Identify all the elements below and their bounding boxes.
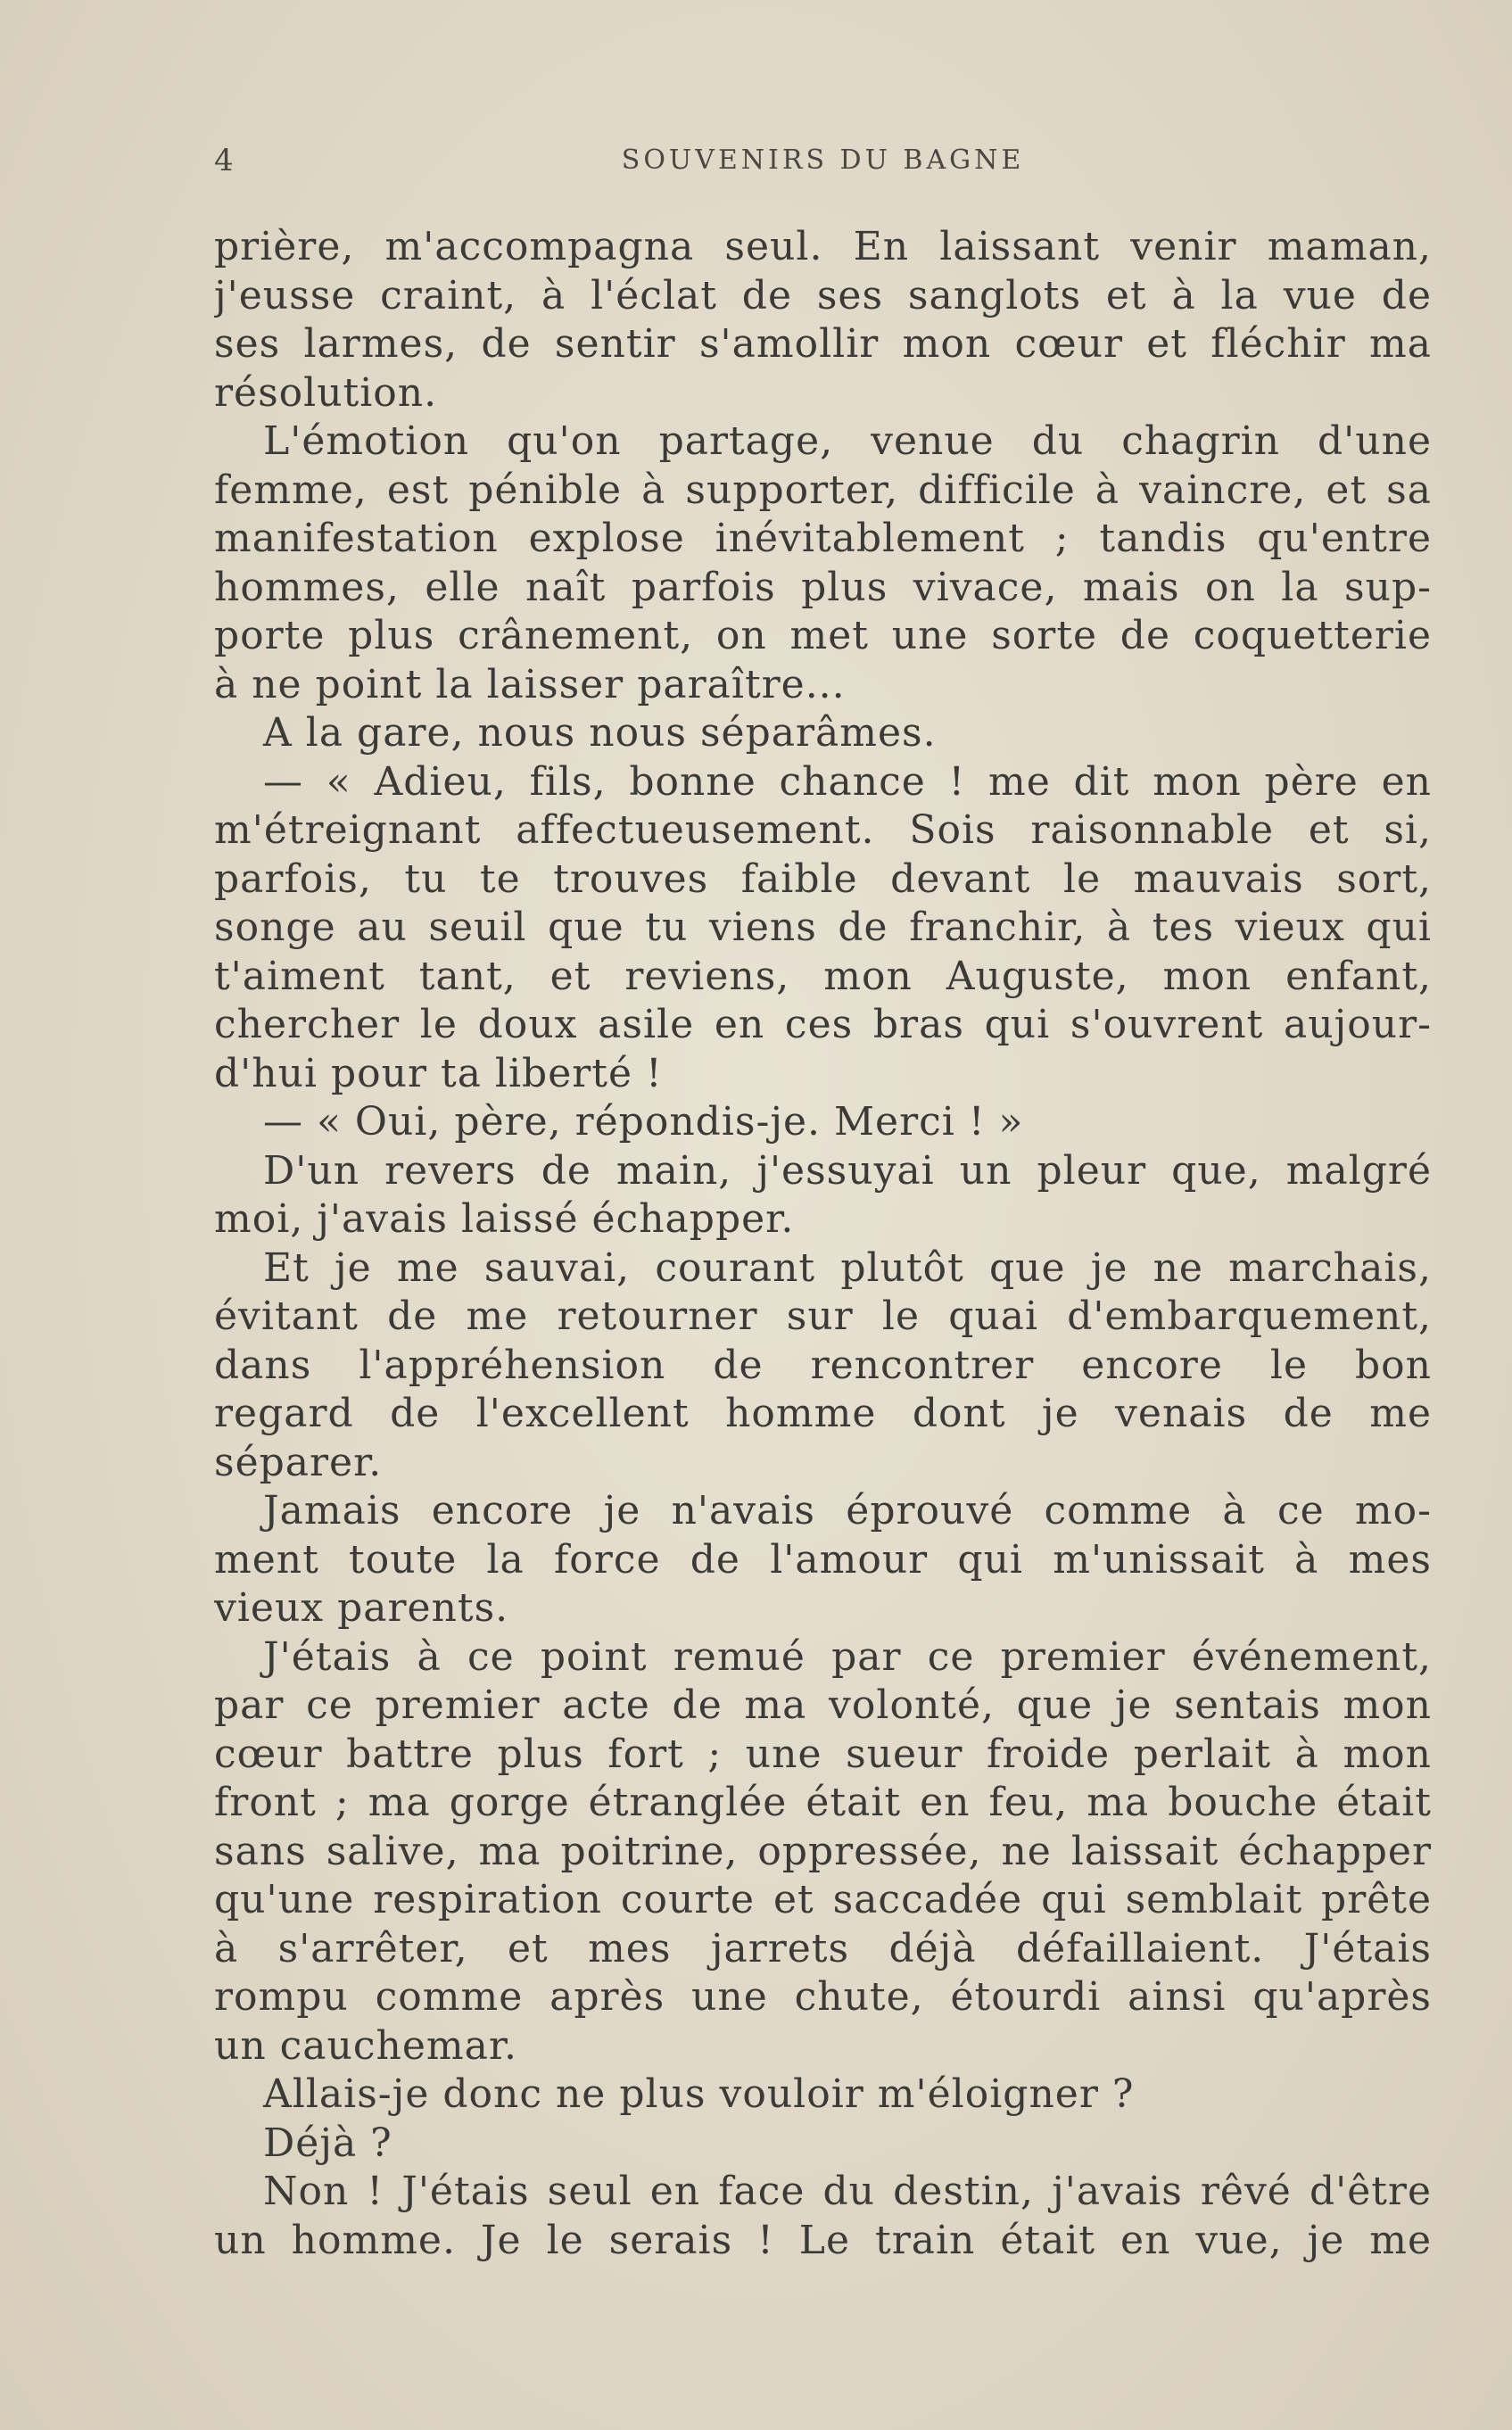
text-line: regard de l'excellent homme dont je venais de me (214, 1391, 1432, 1436)
text-line: cœur battre plus fort ; une sueur froide perlait à mon (214, 1731, 1432, 1777)
text-line: songe au seuil que tu viens de franchir, à tes vieux qui (214, 905, 1432, 950)
text-line: à s'arrêter, et mes jarrets déjà défaillaient. J'étais (214, 1925, 1432, 1971)
text-line: L'émotion qu'on partage, venue du chagrin d'une (263, 418, 1432, 464)
text-line: Non ! J'étais seul en face du destin, j'avais rêvé d'être (263, 2169, 1432, 2214)
text-line: résolution. (214, 369, 438, 416)
text-line: dans l'appréhension de rencontrer encore le bon (214, 1342, 1432, 1388)
text-line: prière, m'accompagna seul. En laissant venir maman, (214, 224, 1432, 269)
running-header (214, 143, 1432, 178)
text-line: par ce premier acte de ma volonté, que je sentais mon (214, 1682, 1432, 1728)
text-line: — « Oui, père, répondis-je. Merci ! » (263, 1099, 1024, 1145)
text-line: J'étais à ce point remué par ce premier événement, (263, 1633, 1432, 1680)
text-line: porte plus crânement, on met une sorte de coquetterie (214, 613, 1432, 658)
text-line: parfois, tu te trouves faible devant le mauvais sort, (214, 855, 1432, 902)
page-number: 4 (214, 143, 234, 178)
text-line: un cauchemar. (214, 2022, 518, 2069)
text-line: Jamais encore je n'avais éprouvé comme à ce mo- (263, 1488, 1432, 1533)
text-line: qu'une respiration courte et saccadée qui semblait prête (214, 1877, 1432, 1922)
text-line: front ; ma gorge étranglée était en feu, ma bouche était (214, 1780, 1432, 1825)
text-line: ses larmes, de sentir s'amollir mon cœur et fléchir ma (214, 321, 1432, 367)
text-line: à ne point la laisser paraître... (214, 661, 846, 707)
text-line: vieux parents. (214, 1585, 509, 1631)
text-line: d'hui pour ta liberté ! (214, 1050, 663, 1096)
text-line: femme, est pénible à supporter, difficile à vaincre, et sa (214, 467, 1432, 513)
text-line: A la gare, nous nous séparâmes. (263, 710, 937, 756)
text-line: ment toute la force de l'amour qui m'unissait à mes (214, 1536, 1432, 1583)
text-line: D'un revers de main, j'essuyai un pleur que, malgré (263, 1147, 1432, 1194)
text-line: sans salive, ma poitrine, oppressée, ne laissait échapper (214, 1828, 1432, 1874)
text-line: séparer. (214, 1439, 383, 1485)
body-text (214, 223, 1432, 2265)
running-title: SOUVENIRS DU BAGNE (621, 145, 1025, 176)
text-line: évitant de me retourner sur le quai d'embarquement, (214, 1294, 1432, 1339)
text-line: Déjà ? (263, 2120, 392, 2166)
text-line: j'eusse craint, à l'éclat de ses sanglots et à la vue de (214, 272, 1432, 318)
text-line: un homme. Je le serais ! Le train était en vue, je me (214, 2217, 1432, 2263)
text-line: — « Adieu, fils, bonne chance ! me dit mon père en (263, 758, 1432, 805)
text-line: t'aiment tant, et reviens, mon Auguste, mon enfant, (214, 953, 1432, 999)
text-line: Allais-je donc ne plus vouloir m'éloigner ? (263, 2071, 1135, 2117)
text-line: moi, j'avais laissé échapper. (214, 1196, 795, 1242)
text-line: chercher le doux asile en ces bras qui s'ouvrent aujour- (214, 1002, 1432, 1047)
text-line: rompu comme après une chute, étourdi ainsi qu'après (214, 1974, 1432, 2020)
text-line: hommes, elle naît parfois plus vivace, mais on la sup- (214, 564, 1432, 610)
text-line: manifestation explose inévitablement ; tandis qu'entre (214, 516, 1432, 561)
text-line: m'étreignant affectueusement. Sois raisonnable et si, (214, 807, 1432, 853)
text-line: Et je me sauvai, courant plutôt que je ne marchais, (263, 1244, 1432, 1291)
